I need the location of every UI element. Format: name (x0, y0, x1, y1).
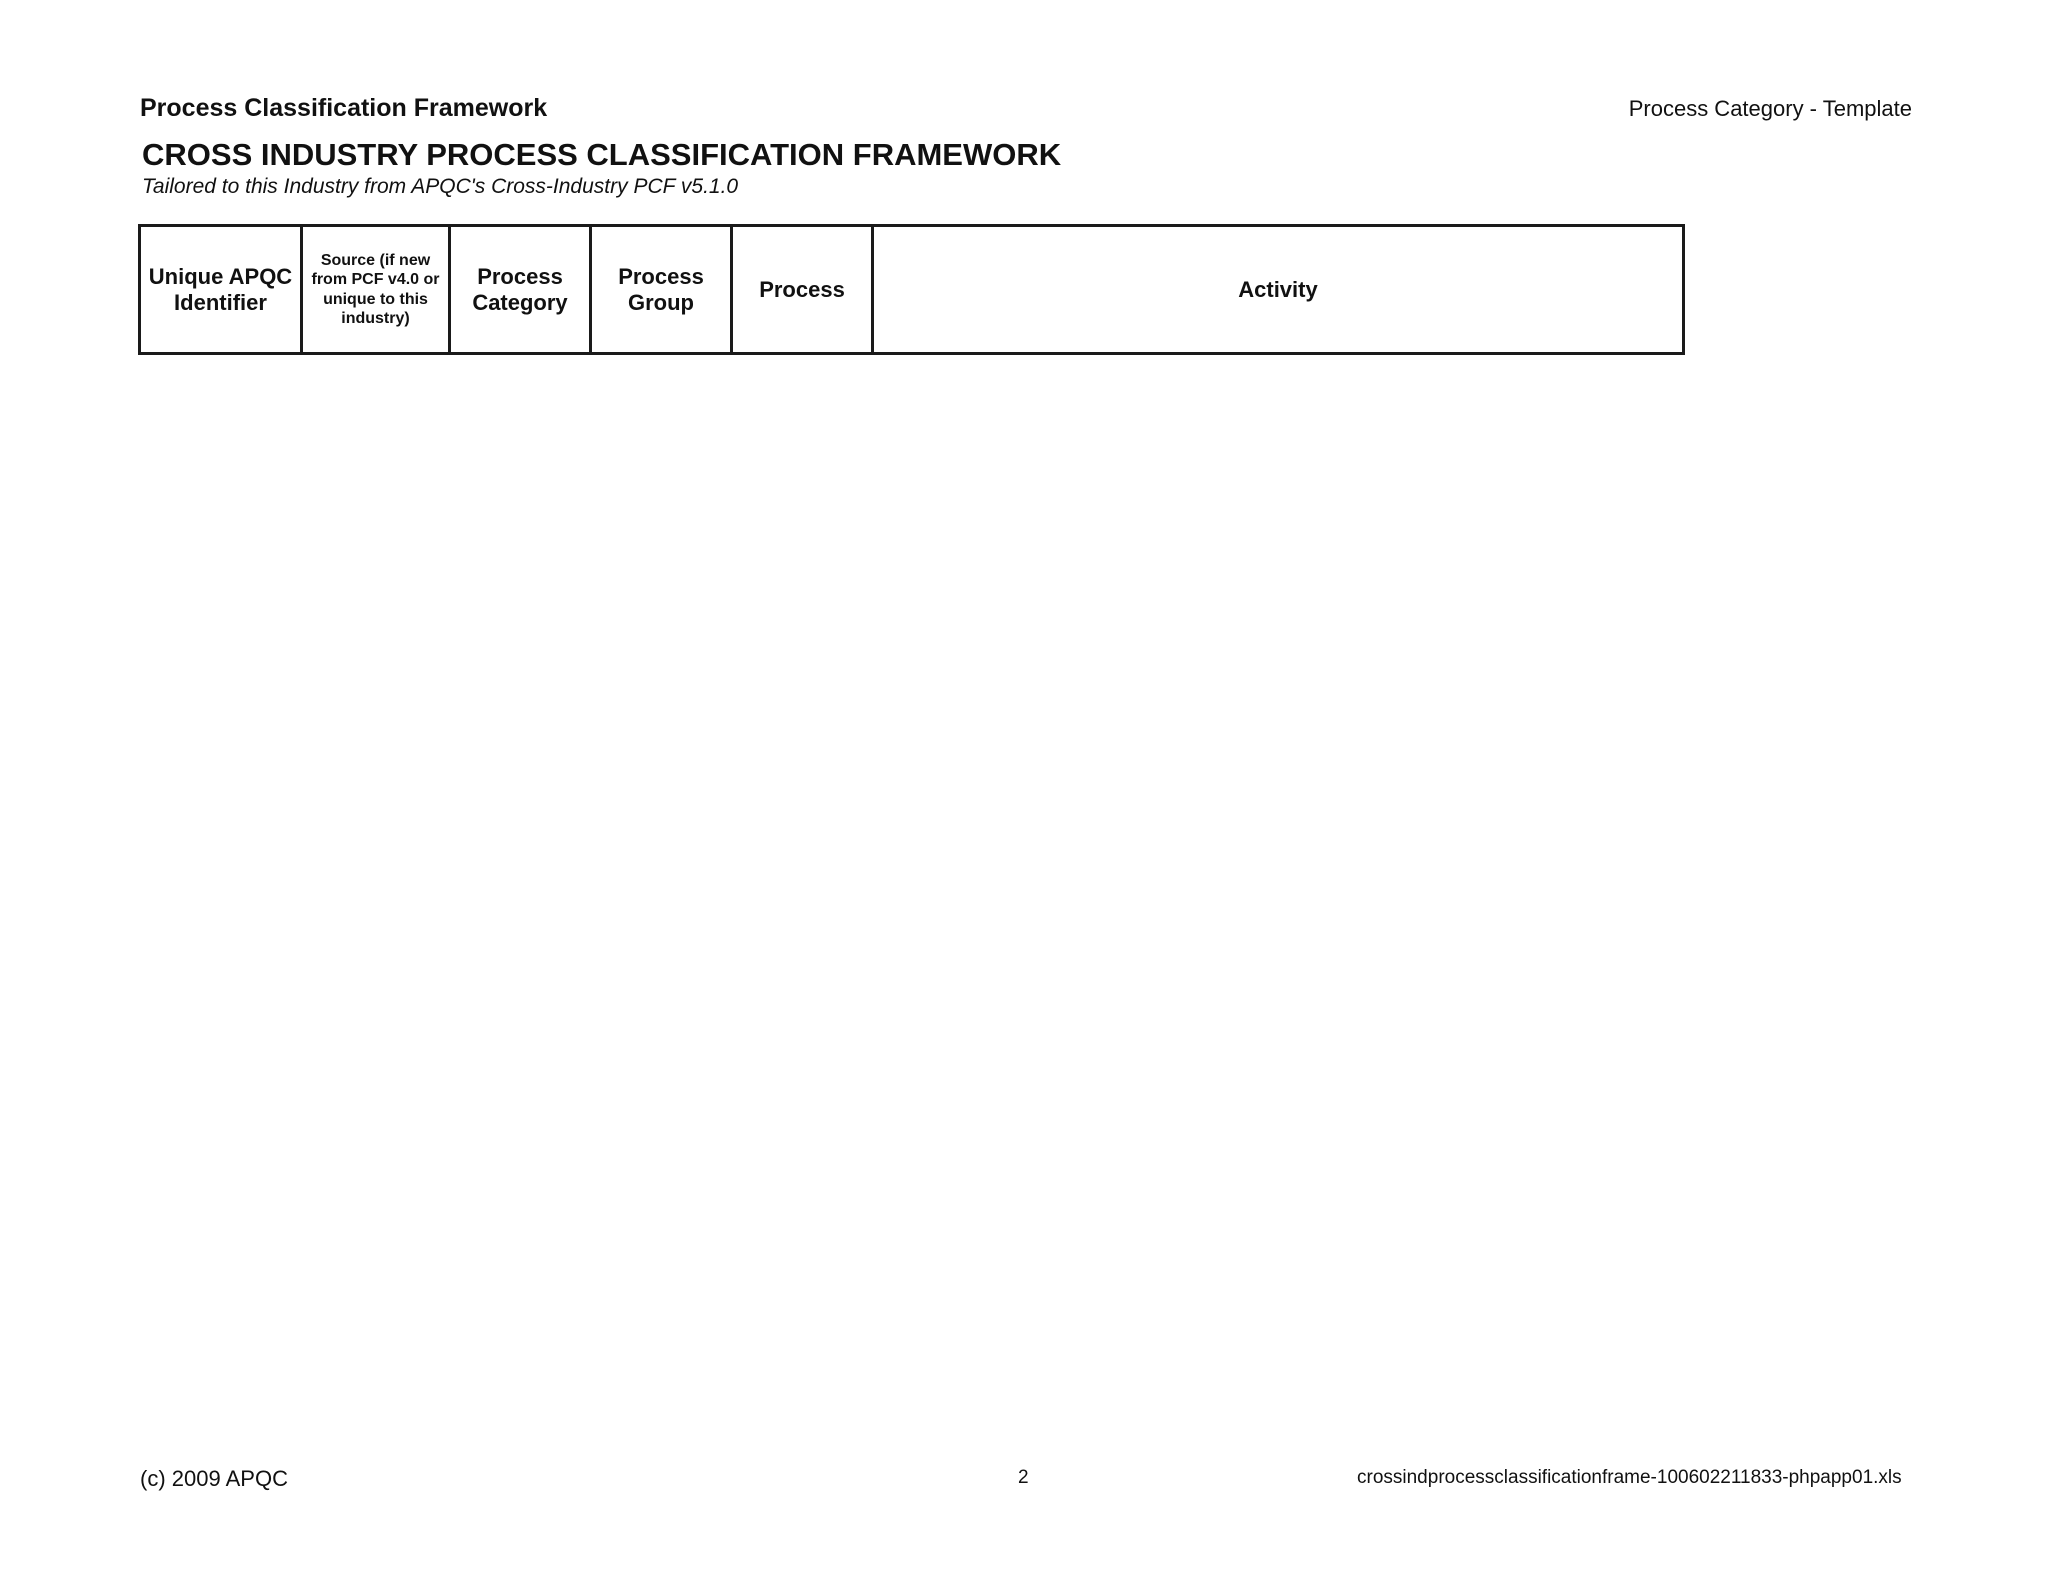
column-header-unique-apqc-identifier: Unique APQC Identifier (140, 226, 302, 354)
pcf-table (138, 224, 1685, 355)
header-left-title: Process Classification Framework (140, 94, 548, 122)
footer-copyright: (c) 2009 APQC (140, 1466, 288, 1491)
document-subtitle: Tailored to this Industry from APQC's Cross-Industry PCF v5.1.0 (142, 175, 739, 198)
table-header-row (140, 226, 1684, 354)
document-title: CROSS INDUSTRY PROCESS CLASSIFICATION FRAMEWORK (142, 137, 1062, 172)
footer-page-number: 2 (1018, 1467, 1029, 1488)
column-header-process-category: Process Category (450, 226, 591, 354)
column-header-process-group: Process Group (591, 226, 732, 354)
column-header-process: Process (732, 226, 873, 354)
column-header-activity: Activity (873, 226, 1684, 354)
header-right-title: Process Category - Template (1628, 96, 1912, 121)
footer-filename: crossindprocessclassificationframe-100602211833-phpapp01.xls (1357, 1467, 1902, 1488)
column-header-source: Source (if new from PCF v4.0 or unique to this industry) (302, 226, 450, 354)
